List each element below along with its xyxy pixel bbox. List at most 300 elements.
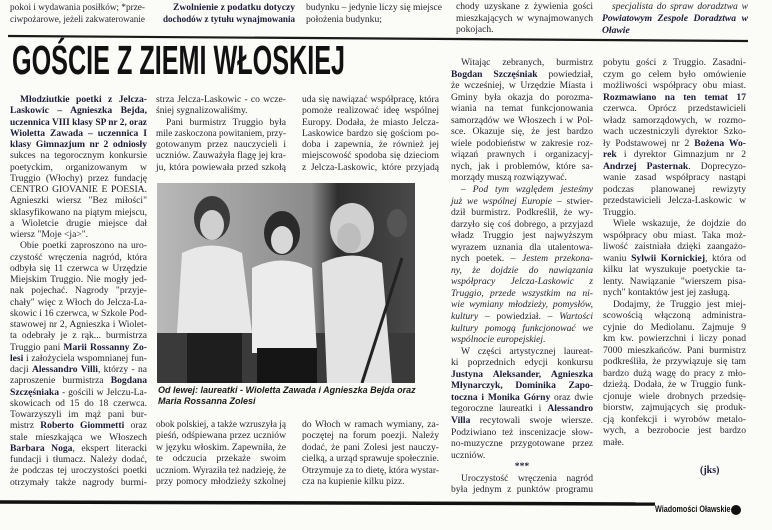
text-run: poczętej na forum poezji. Należy (302, 430, 439, 442)
text-run: Justyna Aleksander, Agnieszka (451, 368, 593, 380)
text-line (302, 128, 439, 139)
text-run: , ekspert literacki (72, 442, 148, 454)
text-line (603, 195, 746, 207)
text-line (10, 173, 147, 184)
text-line (451, 219, 593, 231)
text-run: ny, że dojdzie do nawiązania (451, 264, 593, 276)
text-line (451, 196, 593, 208)
text-run: wiersz "Moje <ja>". (10, 229, 89, 240)
photo-image (157, 183, 415, 383)
text-line (603, 310, 746, 322)
text-line (451, 311, 593, 323)
publication-name: Wiadomości Oławskie (655, 504, 731, 514)
text-run: biorstw, zajmujących się produk- (603, 402, 746, 413)
bullet-dot-icon (731, 505, 741, 515)
text-run: Roberto Giommetti (40, 420, 125, 432)
text-line (10, 353, 147, 364)
text-run: Europy. Dodała, że miasto Jelcza- (302, 116, 439, 128)
text-line (603, 184, 746, 196)
text-line (302, 117, 439, 128)
article-col1 (10, 94, 147, 488)
text-run: Młynarczyk, Dominika Zapo- (451, 380, 593, 392)
text-run: lenty. Nawiązanie "wierszem pisa- (603, 275, 746, 287)
text-line (10, 195, 147, 206)
text-run: współpracy Jelcza-Laskowic z (451, 276, 593, 288)
text-run: chały" więc z Włoch do Jelcza-La- (10, 296, 147, 308)
text-line (603, 207, 746, 219)
text-run: uczniów. Zauważyła flagę jej kra- (156, 150, 286, 162)
text-run: morządy muszą rozwiązywać. (451, 172, 567, 184)
text-run: recytowali swoje wiersze. (470, 414, 593, 426)
text-run: czystość wręczenia nagród, która (10, 251, 147, 263)
text-run: , którzy - na (97, 364, 147, 375)
text-line (603, 172, 746, 184)
text-run: Truggio pani (10, 341, 64, 353)
text-run: uczennica VIII klasy SP nr 2, oraz (10, 116, 147, 128)
text-line (603, 149, 746, 161)
text-line (302, 465, 439, 476)
text-line (451, 334, 593, 346)
text-run: ki poprzednich edycji konkursu (451, 357, 593, 369)
text-run: nych poetek. – (451, 253, 522, 265)
text-run: cją konfekcji i wyrobów metalo- (603, 413, 746, 425)
text-run: Uroczystość wręczenia nagród (461, 472, 593, 484)
text-run: przy pomocy młodzieży szkolnej (156, 475, 286, 487)
text-run: sklasyfikowano na piątym miejscu, (10, 206, 147, 218)
text-run: skowic i 16 czerwca, w Szkole Pod- (10, 307, 147, 319)
text-run: wanie zasad współpracy nastąpi (603, 172, 746, 183)
text-line (10, 218, 147, 229)
text-run: Sylwii Kornickiej (631, 252, 706, 264)
text-line (451, 92, 593, 104)
text-run: . Doprecyzo- (688, 160, 746, 172)
text-line (451, 265, 593, 277)
text-run: budynku – jedynie liczy się miejsce (306, 2, 442, 13)
text-run: Powiatowym Zespole Doradztwa w (602, 13, 748, 24)
text-line (302, 419, 439, 430)
text-run: Zwolnienie z podatku dotyczy (173, 2, 295, 13)
text-run: Miejskim Truggio. Nie mogły jed- (10, 274, 147, 285)
article-col4 (451, 57, 593, 496)
text-line (10, 443, 147, 454)
text-line (603, 333, 746, 345)
text-run: podczas planowanej rewizyty (603, 183, 746, 195)
text-line (603, 299, 746, 311)
text-line (451, 438, 593, 450)
text-line (10, 375, 147, 386)
text-line (10, 229, 147, 240)
text-line (10, 162, 147, 173)
text-line (451, 484, 593, 496)
text-line (603, 402, 746, 414)
text-run: samorządów we Włoszech i w Pol- (451, 114, 593, 126)
text-run: była jednym z punktów programu (451, 484, 593, 496)
text-line (10, 184, 147, 195)
text-line (10, 409, 147, 420)
text-run: Oławie (602, 25, 630, 36)
text-line (10, 465, 147, 476)
text-line (603, 80, 746, 92)
text-line (603, 425, 746, 437)
text-run: przedstawicieli Jelcza-Laskowic w (603, 195, 746, 206)
text-run: specjalista do spraw doradztwa w (612, 1, 748, 12)
text-line (10, 105, 147, 116)
text-run: Gminy była okazja do porozma- (451, 91, 593, 103)
text-line (603, 356, 746, 368)
text-line (451, 427, 593, 439)
text-run: Laskowice bardzo się gościom po- (302, 127, 439, 139)
text-line (451, 69, 593, 81)
text-line (10, 364, 147, 375)
text-run: i dyrektor Gimnazjum nr 2 (616, 149, 746, 160)
text-run: , (144, 105, 147, 117)
text-run: mile zaskoczona powitaniem, przy- (156, 127, 286, 139)
photo-caption (158, 385, 428, 407)
text-run: śniej sygnalizowaliśmy. (156, 105, 248, 117)
text-run: ciwpożarowe, jeżeli zakwaterowanie (10, 14, 145, 25)
text-line (10, 150, 147, 161)
text-run: kultury pomogą funkcjonować we (451, 322, 593, 334)
text-line (603, 103, 746, 115)
text-run: czym go celem było omówienie (603, 68, 746, 80)
text-run: – (461, 184, 473, 196)
text-line (156, 453, 286, 464)
text-run: gotowanym przez nauczycieli i (156, 139, 286, 150)
text-run: Rozmawiano na ten temat 17 (603, 91, 746, 103)
text-run: powiedział, (537, 68, 593, 80)
text-line (451, 369, 593, 381)
article-col2-bottom (156, 419, 286, 487)
text-line (10, 128, 147, 139)
text-run: małe. (603, 436, 625, 448)
text-run: Szczęśniaka (10, 386, 60, 398)
text-line (451, 126, 593, 138)
text-line (603, 379, 746, 391)
text-run: km kw. powierzchni i liczy ponad (603, 333, 746, 344)
text-run: Towarzyszyli im mąż pani bur- (10, 409, 147, 420)
bottom-rule (0, 498, 660, 508)
text-run: stale mieszkająca we Włoszech (10, 431, 147, 443)
text-run: Marii Rossanny Zo- (63, 341, 147, 353)
text-run: miejscowość spodoba się dzieciom (302, 150, 439, 162)
text-run: Bożena Wo- (694, 137, 746, 149)
text-run: Truggio. (603, 206, 636, 218)
text-run: kilku lat wyszukuje poetyckie ta- (603, 264, 746, 275)
text-run: 7000 mieszkańców. Pani burmistrz (603, 344, 746, 356)
text-run: Dodajmy, że Truggio jest miej- (613, 298, 746, 310)
text-run: Andrzej Pasternak (603, 160, 689, 172)
text-run: lesi (10, 352, 24, 364)
photo-caption-line: Od lewej: laureatki - Wioletta Zawada i Agnieszka Bejda oraz (158, 385, 416, 395)
text-line (156, 419, 286, 430)
text-run: do Włoch w ramach wymiany, za- (302, 419, 439, 430)
text-line (603, 218, 746, 230)
article-headline: GOŚCIE Z ZIEMI WŁOSKIEJ (12, 37, 345, 83)
text-run: sce. Okazuje się, że jest bardzo (451, 126, 593, 138)
text-line (302, 162, 439, 173)
text-line (156, 150, 286, 161)
text-line (603, 253, 746, 265)
text-line (451, 172, 593, 184)
text-run: doba i zapewnia, że również jej (302, 139, 439, 150)
text-line (10, 477, 147, 488)
text-run: dodać, że pani Zolesi jest nauczy- (302, 441, 439, 453)
article-col3-top (302, 94, 439, 173)
text-run: pokoi i wydawania posiłków; *prze- (10, 2, 145, 13)
text-run: z Jelcza-Laskowic, które przyjadą (302, 161, 439, 173)
article-col3-bottom (302, 419, 439, 487)
text-line (156, 162, 286, 173)
text-run: bardzo dużą wagę do pracy z mło- (603, 367, 746, 379)
text-line (302, 139, 439, 150)
text-run: poetyckim, organizowanym w (10, 161, 147, 173)
text-line (451, 461, 593, 473)
text-line (10, 297, 147, 308)
text-line (451, 207, 593, 219)
text-line (603, 391, 746, 403)
text-run: scowością włączoną administra- (603, 310, 746, 321)
text-run: Obie poetki zaproszono na uro- (20, 240, 147, 252)
text-line (302, 476, 439, 487)
text-run: współpracy obu miast. Taka moż- (603, 229, 746, 241)
text-line (10, 342, 147, 353)
text-run: Wartości (559, 311, 593, 323)
text-run: oraz (124, 420, 147, 432)
text-line (156, 139, 286, 150)
text-run: pobytu gości z Truggio. Zasadni- (603, 57, 746, 68)
text-run: ju, która powiewała przed szkołą (156, 161, 286, 173)
text-line (603, 368, 746, 380)
text-run: Villa (451, 414, 471, 426)
text-run: że podczas tej uroczystości poetki (10, 465, 147, 477)
text-run: wyrazem uznania dla utalentowa- (451, 241, 593, 253)
text-run: skowicach od 15 do 18 czerwca. (10, 397, 147, 409)
text-line (302, 105, 439, 116)
text-line (10, 94, 147, 105)
text-run: ta odebrały je z rąk... burmistrza (10, 330, 147, 342)
text-line (603, 241, 746, 253)
text-line (603, 230, 746, 242)
text-run: Barbara Noga (10, 442, 73, 454)
text-run: Bogdana (110, 375, 147, 387)
text-line (451, 253, 593, 265)
text-line (156, 117, 286, 128)
text-line (156, 94, 286, 105)
text-line (156, 465, 286, 476)
text-run: ły Podstawowej nr 2 (603, 137, 695, 149)
text-run: – powiedział. – (478, 311, 560, 323)
text-run: - gościli w Jelczu-La- (59, 386, 147, 398)
text-line (10, 139, 147, 150)
text-run: Podziwiano też inscenizacje słow- (451, 426, 593, 438)
text-run: Pani burmistrz Truggio była (166, 116, 286, 128)
text-line (302, 150, 439, 161)
text-run: władz Truggio jest najwyższym (451, 230, 593, 242)
text-line (451, 230, 593, 242)
text-run: chody uzyskane z żywienia gości (456, 1, 593, 12)
text-run: Laskowic – (10, 105, 71, 117)
text-line (603, 276, 746, 288)
text-run: położenia budynku; (306, 14, 382, 25)
text-run: nych" kontaktów jest jej zasługą. (603, 287, 730, 298)
text-run: te odczucia przekaże swoim (156, 453, 286, 465)
article-photo (157, 183, 415, 383)
text-run: sukces na tegorocznym konkursie (10, 150, 147, 162)
text-run: Otrzymuje za to dietę, która wystar- (302, 464, 439, 476)
text-line (603, 287, 746, 299)
text-line (603, 264, 746, 276)
text-run: W części artystycznej laureat- (461, 345, 593, 357)
text-line (603, 138, 746, 150)
text-line (451, 323, 593, 335)
text-line (451, 473, 593, 485)
text-line (451, 392, 593, 404)
text-run: stawowej nr 2, Agnieszka i Wiolet- (10, 319, 147, 330)
text-run: , która od (705, 252, 746, 264)
text-run: dacji (10, 364, 32, 375)
text-run: wiązań prawnych i organizacyj- (451, 149, 593, 161)
text-run: Witając zebranych, burmistrz (461, 57, 593, 68)
text-line (451, 403, 593, 415)
text-line (603, 322, 746, 334)
text-run: mistrz (10, 420, 41, 432)
text-line (302, 430, 439, 441)
text-line (451, 276, 593, 288)
text-run: podkreśliła, że przywiązuje się tam (603, 356, 746, 367)
text-run: Truggio (Włochy) przez fundację (10, 172, 147, 184)
text-run: strza Jelcza-Laskowic - co wcze- (156, 94, 286, 105)
text-run: wach uczestniczyli dyrektor Szko- (603, 126, 746, 137)
text-run: uczniów. (451, 449, 486, 461)
text-line (10, 252, 147, 263)
text-line (451, 299, 593, 311)
text-line (451, 80, 593, 92)
text-run: pokojach. (456, 24, 494, 35)
text-line (10, 207, 147, 218)
text-run: – stwier- (552, 195, 593, 207)
text-run: waniu (603, 252, 632, 264)
text-line (10, 330, 147, 341)
text-line (156, 105, 286, 116)
text-run: zaproszenie burmistrza (10, 375, 111, 387)
text-run: wspólnocie europejskiej. (451, 334, 546, 346)
text-line (603, 115, 746, 127)
text-run: cyjnie do Mediolanu. Zajmuje 9 (603, 321, 746, 333)
text-line (451, 450, 593, 462)
text-line (10, 285, 147, 296)
text-line (603, 414, 746, 426)
text-run: fundacji i tłumacz. Należy dodać, (10, 454, 147, 465)
text-run: władz samorządowych, w rozmo- (603, 114, 746, 126)
text-line (451, 357, 593, 369)
text-line (156, 476, 286, 487)
text-run: wych, a bezrobocie jest bardzo (603, 425, 746, 436)
text-line (603, 345, 746, 357)
text-run: dochodów z tytułu wynajmowania (163, 14, 295, 25)
text-run: Jestem przekona- (522, 253, 593, 265)
text-run: pomoże realizować ideę wspólnej (302, 105, 439, 117)
text-line (603, 92, 746, 104)
text-line (10, 263, 147, 274)
text-run: uczniom. Wyraziła też nadzieję, że (156, 464, 286, 476)
text-run: wiania na temat funkcjonowania (451, 103, 593, 115)
article-col5 (603, 57, 746, 448)
text-run: możliwości współpracy obu miast. (603, 80, 746, 91)
text-line (156, 430, 286, 441)
text-run: cza na kupienie kilku pizz. (302, 475, 405, 487)
text-line (10, 308, 147, 319)
text-run: czerwca. Oprócz przedstawicieli (603, 103, 746, 114)
text-run: cielką, a urząd sprawuje społecznie. (302, 453, 439, 465)
text-run: Wioletta Zawada (10, 127, 84, 139)
text-line (156, 128, 286, 139)
text-run: otrzymały także nagrody burmi- (10, 476, 147, 488)
text-line (451, 149, 593, 161)
text-run: Truggio, przede wszystkim na ni- (451, 287, 593, 299)
text-line (451, 161, 593, 173)
text-line (10, 240, 147, 251)
text-run: dził burmistrz. Podkreślił, że wy- (451, 207, 593, 219)
text-run: uda się nawiązać współpracę, która (302, 94, 439, 105)
text-run: nych, jak i problemów, które sa- (451, 160, 593, 172)
text-run: oraz dwie (550, 391, 593, 403)
text-line (10, 398, 147, 409)
text-line (451, 103, 593, 115)
text-line (302, 94, 439, 105)
text-line (10, 319, 147, 330)
text-line (451, 415, 593, 427)
text-line (603, 57, 746, 69)
text-run: że wcześniej, w Urzędzie Miasta i (451, 80, 593, 92)
text-run: Pod tym względem jesteśmy (472, 184, 593, 196)
text-line (10, 117, 147, 128)
text-run: Alessandro Villi (31, 364, 98, 375)
text-run: – uczennica I (83, 127, 147, 139)
text-run: klasy Gimnazjum nr 2 odniosły (10, 139, 147, 150)
text-run: Wiele wskazuje, że dojdzie do (613, 218, 746, 229)
text-line (10, 387, 147, 398)
text-line (451, 184, 593, 196)
text-line (451, 115, 593, 127)
text-run: tegoroczne laureatki i (451, 403, 548, 415)
text-run: dzieżą. Dodała, że w Truggio funk- (603, 379, 746, 390)
text-run: w języku włoskim. Zapewniła, że (156, 441, 286, 453)
text-line (10, 274, 147, 285)
text-line (451, 346, 593, 358)
text-line (603, 161, 746, 173)
text-run: Agnieszki wiersz "Bez miłości" (10, 195, 147, 207)
text-line (10, 420, 147, 431)
text-run: już we wspólnej Europie (451, 195, 553, 207)
article-col2-top (156, 94, 286, 173)
text-run: toczna i Monika Górny (451, 391, 551, 403)
text-run: pieśń, odśpiewana przez uczniów (156, 430, 286, 442)
photo-caption-line: Maria Rossanna Zolesi (158, 396, 256, 406)
text-line (451, 242, 593, 254)
text-run: CENTRO GIOVANIE E POESIA. (10, 184, 147, 195)
text-run: i założyciela wspomnianej fun- (23, 352, 147, 364)
text-run: *** (514, 461, 530, 473)
text-run: a Wioletcie drugie miejsce dał (10, 217, 147, 229)
text-line (451, 57, 593, 69)
text-line (603, 126, 746, 138)
text-line (451, 288, 593, 300)
text-run: Alessandro (547, 403, 593, 415)
text-line (156, 442, 286, 453)
text-run: obok polskiej, a także wzruszyła ją (156, 419, 286, 430)
text-run: darzyło się coś dobrego, a przyjazd (451, 218, 593, 230)
text-run: rek (603, 149, 617, 160)
